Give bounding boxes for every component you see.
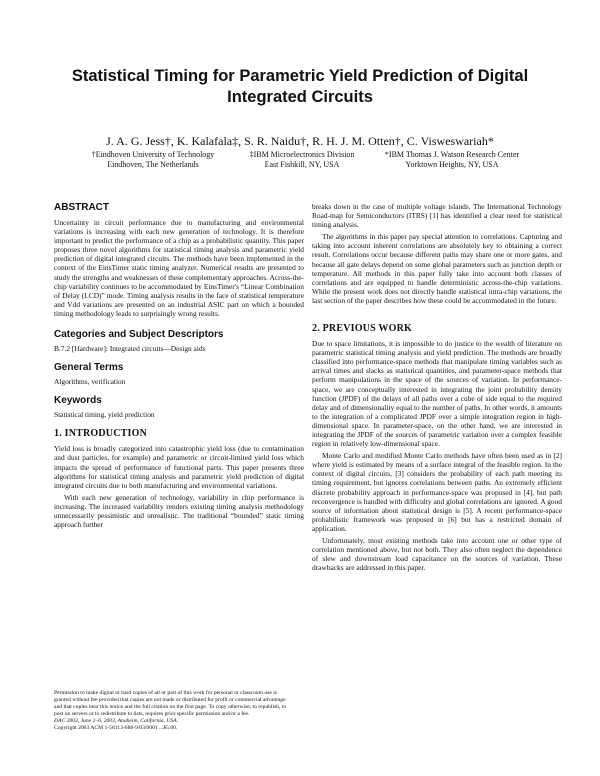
copyright-info: Copyright 2003 ACM 1-58113-688-9/03/0001 ...$5.00. <box>54 725 178 731</box>
categories-heading: Categories and Subject Descriptors <box>54 329 224 341</box>
affiliation-name: *IBM Thomas J. Watson Research Center <box>384 150 520 159</box>
affiliation-location: Eindhoven, The Netherlands <box>107 160 199 169</box>
affiliation-2 <box>222 150 382 170</box>
conference-info: DAC 2003, June 2–6, 2003, Anaheim, California, USA. <box>54 718 179 724</box>
general-terms-text: Algorithms, verification <box>54 377 126 387</box>
introduction-paragraph: Yield loss is broadly categorized into catastrophic yield loss (due to contamination and dust particles, for example) and parametric or circuit-limited yield loss which impacts the spread of performance of functional parts. This paper presents three algorithms for statistical timing analysis and parametric yield prediction of digital integrated circuits due to both manufacturing and environmental variations. <box>54 444 304 490</box>
body-paragraph: Due to space limitations, it is impossible to do justice to the wealth of literature on parametric statistical timing analysis and yield prediction. The methods are broadly classified into performance-space methods that manipulate timing variables such as arrival times and slacks as statistical quantities, and parameter-space methods that perform manipulations in the space of the sources of variation. In performance-space, we are conceptually interested in integrating the joint probability density function (JPDF) of the delays of all paths over a cube of side equal to the required delay and of dimensionality equal to the number of paths. In other words, it amounts to the integration of a complicated JPDF over a simple integration region in high-dimensional space. In parameter-space, on the other hand, we are interested in integrating the JPDF of the sources of parametric variation over a complex feasible region in relatively low-dimensional space. <box>312 339 562 449</box>
introduction-paragraph: With each new generation of technology, variability in chip performance is increasing. The increased variability renders existing timing analysis methodology unnecessarily pessimistic and unrealistic. The traditional “bounded” static timing approach further <box>54 492 304 530</box>
introduction-heading: 1. INTRODUCTION <box>54 428 148 440</box>
general-terms-heading: General Terms <box>54 362 124 374</box>
keywords-text: Statistical timing, yield prediction <box>54 410 155 420</box>
body-paragraph: breaks down in the case of multiple voltage islands. The International Technology Road-map for Semiconductors (ITRS) [1] has identified a clear need for statistical timing analysis. <box>312 202 562 230</box>
body-paragraph: The algorithms in this paper pay special attention to correlations. Capturing and taking into account inherent correlations are absolutely key to obtaining a correct result. Correlations occur because different paths may share one or more gates, and because all gate delays depend on some global parameters such as junction depth or temperature. All methods in this paper fully take into account both classes of correlations and are equipped to handle deterministic across-the-chip variations. While the present work does not directly handle statistical intra-chip variations, the last section of the paper describes how these could be accommodated in the future. <box>312 232 562 305</box>
left-column <box>54 202 304 529</box>
permission-text: Permission to make digital or hard copies of all or part of this work for personal or classroom use is granted without fee provided that copies are not made or distributed for profit or commercial advantage and that copies bear this notice and the full citation on the first page. To copy otherwise, to republish, to post on servers or to redistribute to lists, requires prior specific permission and/or a fee. <box>54 690 287 717</box>
author-list: J. A. G. Jess†, K. Kalafala‡, S. R. Naidu†, R. H. J. M. Otten†, C. Visweswariah* <box>106 134 494 148</box>
affiliation-name: †Eindhoven University of Technology <box>91 150 215 159</box>
paper-title: Statistical Timing for Parametric Yield Prediction of Digital Integrated Circuits <box>71 67 529 106</box>
affiliation-3 <box>362 150 542 170</box>
affiliation-location: East Fishkill, NY, USA <box>264 160 340 169</box>
body-paragraph: Unfortunately, most existing methods take into account one or other type of correlation mentioned above, but not both. They also often neglect the dependence of slew and downstream load capacitance on the sources of variation. These drawbacks are addressed in this paper. <box>312 536 562 573</box>
abstract-text: Uncertainty in circuit performance due to manufacturing and environmental variations is increasing with each new generation of technology. It is therefore important to predict the performance of a chip as a probabilistic quantity. This paper proposes three novel algorithms for statistical timing analysis and parametric yield prediction of digital integrated circuits. The methods have been implemented in the context of the EinsTimer static timing analyzer. Numerical results are presented to study the strengths and weaknesses of these complementary approaches. Across-the-chip variability continues to be accommodated by EinsTimer's “Linear Combination of Delay (LCD)” mode. Timing analysis results in the face of statistical temperature and Vdd variations are presented on an industrial ASIC part on which a bounded timing methodology leads to surprisingly wrong results. <box>54 218 304 318</box>
copyright-footnote <box>54 690 294 732</box>
categories-text: B.7.2 [Hardware]: Integrated circuits—Design aids <box>54 344 206 354</box>
right-column <box>312 202 562 572</box>
previous-work-heading: 2. PREVIOUS WORK <box>312 323 412 335</box>
abstract-heading: ABSTRACT <box>54 202 109 213</box>
body-paragraph: Monte Carlo and modified Monte Carlo methods have often been used as in [2] where yield is estimated by means of a surface integral of the feasible region. In the context of digital circuits, [3] considers the probability of each path meeting its timing requirement, but ignores correlations between paths. An extremely efficient discrete probability approach in performance-space was proposed in [4], but path reconvergence is handled with difficulty and global correlations are ignored. A good source of information about statistical design is [5]. A recent performance-space probabilistic framework was proposed in [6] but has a restricted domain of application. <box>312 451 562 533</box>
keywords-heading: Keywords <box>54 395 102 407</box>
affiliation-name: ‡IBM Microelectronics Division <box>249 150 355 159</box>
affiliation-location: Yorktown Heights, NY, USA <box>405 160 499 169</box>
affiliation-1 <box>78 150 228 170</box>
